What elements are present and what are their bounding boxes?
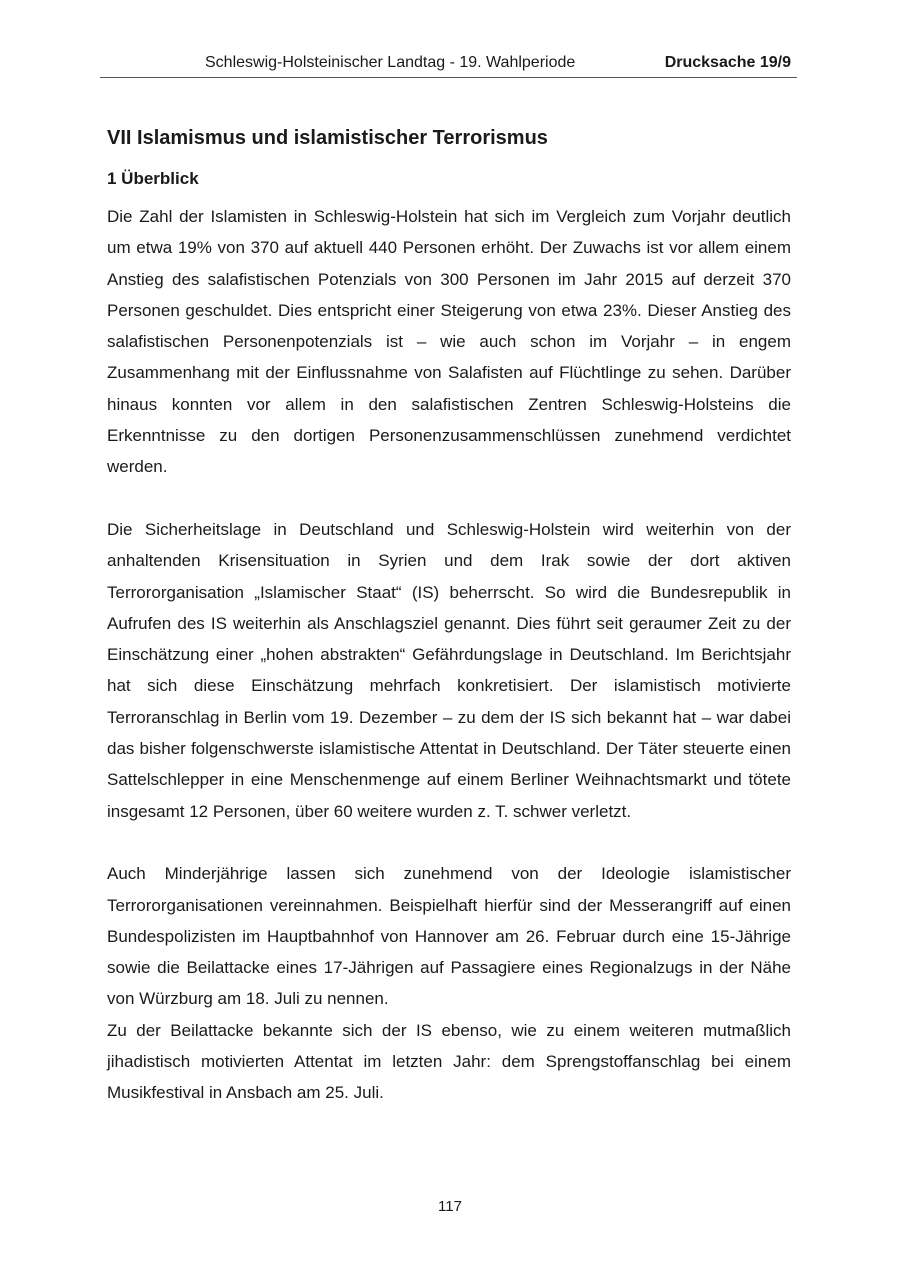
paragraph-overview: Die Zahl der Islamisten in Schleswig-Holstein hat sich im Vergleich zum Vorjahr deutlich um etwa 19% von 370 auf aktuell 440 Personen erhöht. Der Zuwachs ist vor allem einem Anstieg des salafistischen Potenzials von 300 Personen im Jahr 2015 auf derzeit 370 Personen geschuldet. Dies entspricht einer Steigerung von etwa 23%. Dieser Anstieg des salafistischen Personenpotenzials ist – wie auch schon im Vorjahr – in engem Zusammenhang mit der Einflussnahme von Salafisten auf Flüchtlinge zu sehen. Darüber hinaus konnten vor allem in den salafistischen Zentren Schleswig-Holsteins die Erkenntnisse zu den dortigen Personenzusammenschlüssen zunehmend verdichtet werden. <box>107 207 791 477</box>
header-title: Schleswig-Holsteinischer Landtag - 19. Wahlperiode <box>205 54 576 71</box>
page-number: 117 <box>438 1198 462 1215</box>
document-body <box>107 122 791 1109</box>
drucksache-label: Drucksache 19/9 <box>664 54 791 71</box>
paragraph-attacks: Zu der Beilattacke bekannte sich der IS ebenso, wie zu einem weiteren mutmaßlich jihadistisch motivierten Attentat im letzten Jahr: dem Sprengstoffanschlag bei einem Musikfestival in Ansbach am 25. Juli. <box>107 1020 791 1103</box>
paragraph-minors: Auch Minderjährige lassen sich zunehmend von der Ideologie islamistischer Terrororganisationen vereinnahmen. Beispielhaft hierfür sind der Messerangriff auf einen Bundespolizisten im Hauptbahnhof von Hannover am 26. Februar durch eine 15-Jährige sowie die Beilattacke eines 17-Jährigen auf Passagiere eines Regionalzugs in der Nähe von Würzburg am 18. Juli zu nennen. <box>107 864 791 1009</box>
section-title: VII Islamismus und islamistischer Terrorismus <box>107 127 548 149</box>
paragraph-security-situation: Die Sicherheitslage in Deutschland und Schleswig-Holstein wird weiterhin von der anhaltenden Krisensituation in Syrien und dem Irak sowie der dort aktiven Terrororganisation „Islamischer Staat“ (IS) beherrscht. So wird die Bundesrepublik in Aufrufen des IS weiterhin als Anschlagsziel genannt. Dies führt seit geraumer Zeit zu der Einschätzung einer „hohen abstrakten“ Gefährdungslage in Deutschland. Im Berichtsjahr hat sich diese Einschätzung mehrfach konkretisiert. Der islamistisch motivierte Terroranschlag in Berlin vom 19. Dezember – zu dem der IS sich bekannt hat – war dabei das bisher folgenschwerste islamistische Attentat in Deutschland. Der Täter steuerte einen Sattelschlepper in eine Menschenmenge auf einem Berliner Weihnachtsmarkt und tötete insgesamt 12 Personen, über 60 weitere wurden z. T. schwer verletzt. <box>107 519 791 821</box>
page-header <box>100 50 797 78</box>
subsection-title: 1 Überblick <box>107 169 199 188</box>
